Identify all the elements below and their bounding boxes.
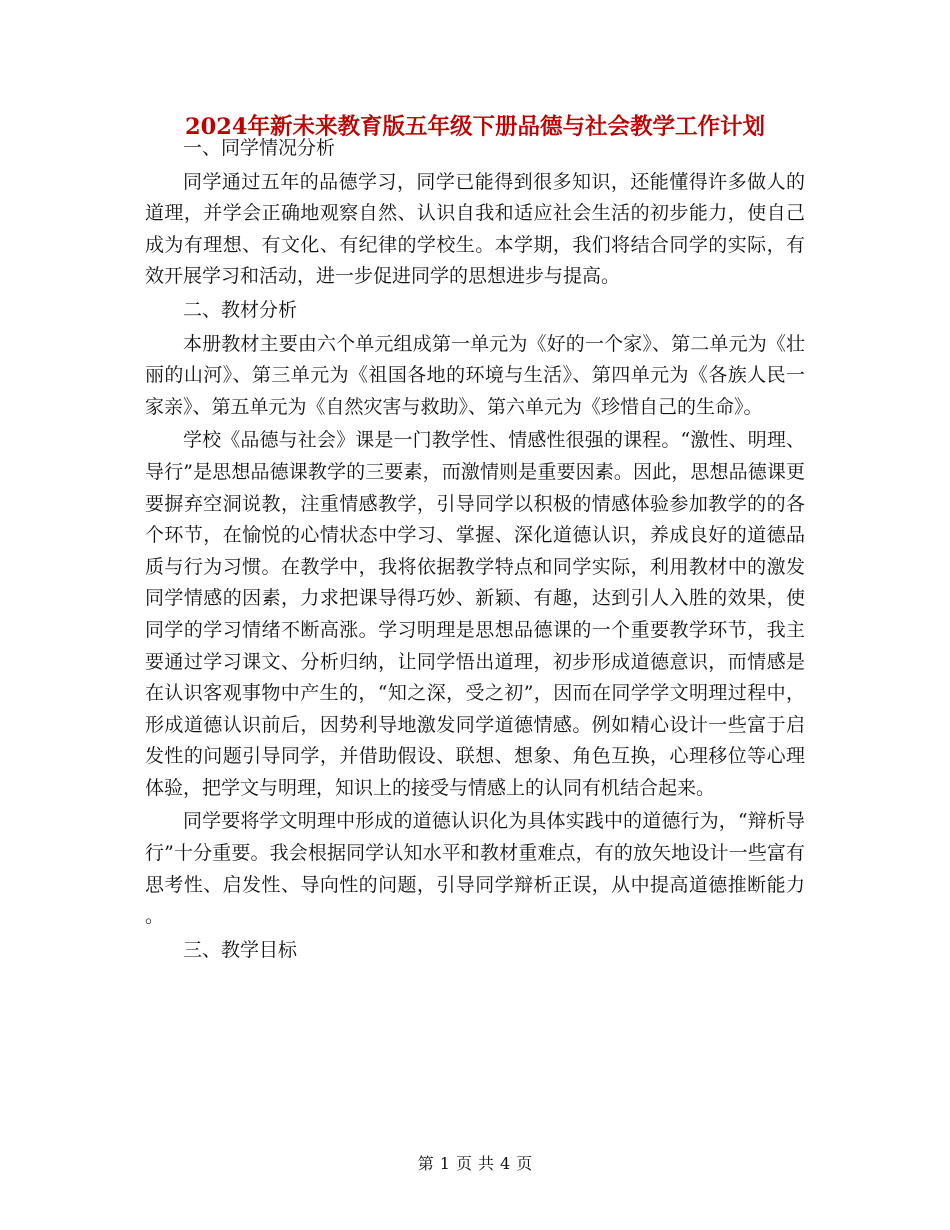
footer-current-page: 1 [439, 1154, 450, 1173]
footer-label-page: 第 [417, 1154, 434, 1173]
section-heading-1: 一、同学情况分析 [183, 137, 336, 159]
footer-label-unit: 页 [455, 1154, 472, 1173]
paragraph-course-nature: 学校《品德与社会》课是一门教学性、情感性很强的课程。“激性、明理、导行”是思想品德课教学的三要素，而激情则是重要因素。因此，思想品德课更要摒弃空洞说教，注重情感教学，引导同学以积极的情感体验参加教学的的各个环节，在愉悦的心情状态中学习、掌握、深化道德认识，养成良好的道德品质与行为习惯。在教学中，我将依据教学特点和同学实际，利用教材中的激发同学情感的因素，力求把课导得巧妙、新颖、有趣，达到引人入胜的效果，使同学的学习情绪不断高涨。学习明理是思想品德课的一个重要教学环节，我主要通过学习课文、分析归纳，让同学悟出道理，初步形成道德意识，而情感是在认识客观事物中产生的，“知之深，受之初”，因而在同学学文明理过程中，形成道德认识前后，因势利导地激发同学道德情感。例如精心设计一些富于启发性的问题引导同学，并借助假设、联想、想象、角色互换，心理移位等心理体验，把学文与明理，知识上的接受与情感上的认同有机结合起来。 [145, 429, 805, 799]
paragraph-student-analysis: 同学通过五年的品德学习，同学已能得到很多知识，还能懂得许多做人的道理，并学会正确地观察自然、认识自我和适应社会生活的初步能力，使自己成为有理想、有文化、有纪律的学校生。本学期，我们将结合同学的实际，有效开展学习和活动，进一步促进同学的思想进步与提高。 [145, 170, 805, 288]
section-heading-2: 二、教材分析 [183, 298, 298, 321]
footer-label-total: 共 [478, 1154, 495, 1173]
page-footer [0, 1152, 950, 1176]
document-title: 2024年新未来教育版五年级下册品德与社会教学工作计划 [184, 114, 766, 140]
footer-label-unit-end: 页 [516, 1154, 533, 1173]
document-body [145, 133, 805, 968]
footer-total-pages: 4 [500, 1154, 511, 1173]
paragraph-guide-practice: 同学要将学文明理中形成的道德认识化为具体实践中的道德行为，“辩析导行”十分重要。我会根据同学认知水平和教材重难点，有的放矢地设计一些富有思考性、启发性、导向性的问题，引导同学辩析正误，从中提高道德推断能力。 [145, 810, 805, 928]
section-heading-3: 三、教学目标 [183, 938, 298, 961]
paragraph-textbook-units: 本册教材主要由六个单元组成第一单元为《好的一个家》、第二单元为《壮丽的山河》、第三单元为《祖国各地的环境与生活》、第四单元为《各族人民一家亲》、第五单元为《自然灾害与救助》、第六单元为《珍惜自己的生命》。 [145, 332, 805, 418]
